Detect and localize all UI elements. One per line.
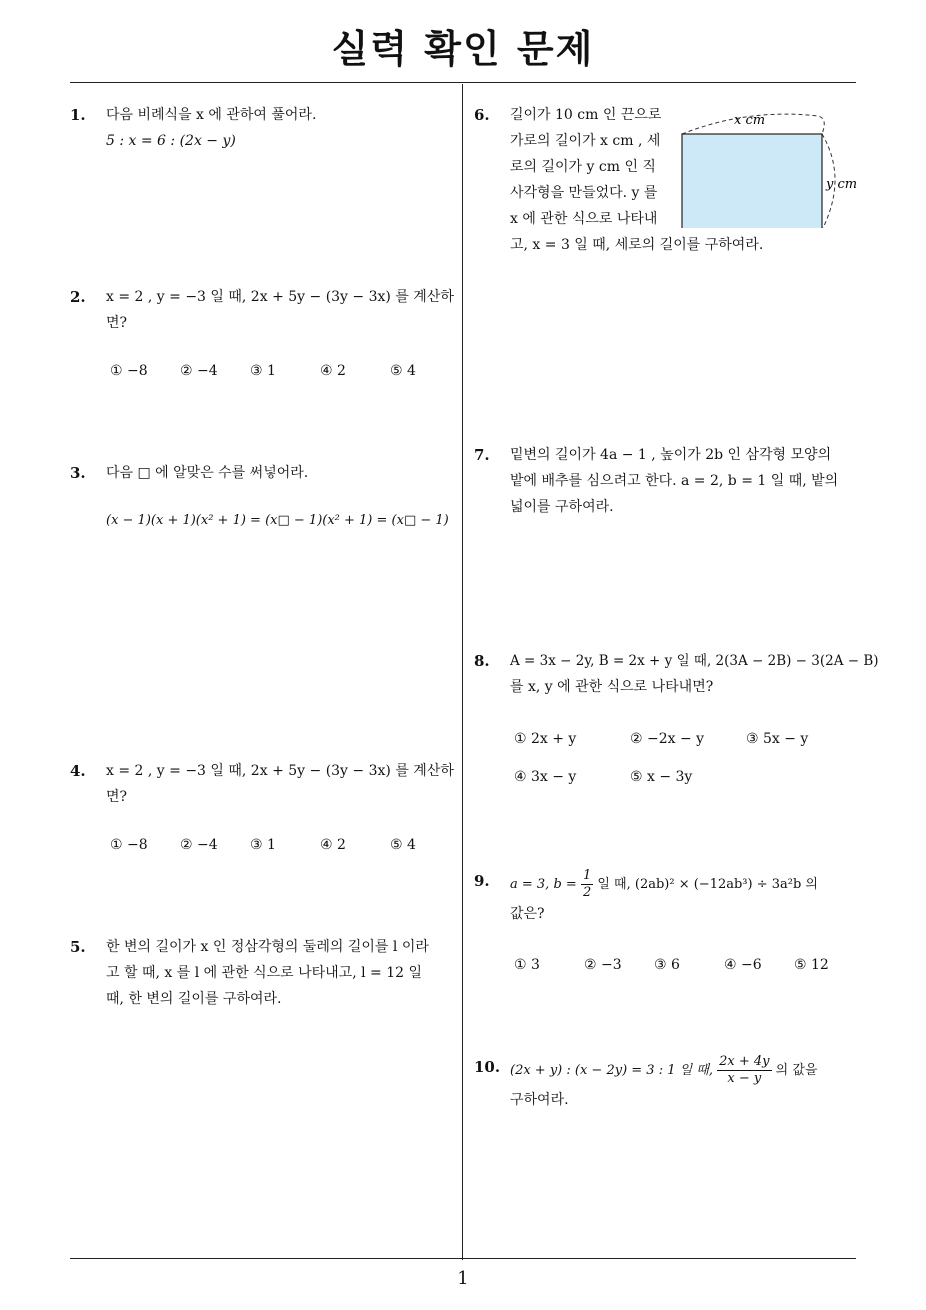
answer-options: [514, 764, 746, 790]
question-text: 넓이를 구하여라.: [510, 499, 614, 515]
height-label: y cm: [826, 177, 858, 192]
option-4[interactable]: ④ 3x − y: [514, 769, 577, 785]
question-text: x = 2 , y = −3 일 때, 2x + 5y − (3y − 3x) 를 계산하: [106, 763, 454, 779]
fraction-numerator: 2x + 4y: [719, 1054, 770, 1069]
column-divider: [462, 84, 463, 1260]
question-number: 5.: [70, 938, 86, 956]
width-label: x cm: [734, 113, 766, 128]
option-5[interactable]: ⑤ 4: [390, 837, 416, 853]
question-text: a = 3, b =: [510, 877, 577, 892]
top-divider: [70, 82, 856, 83]
question-text: 를 x, y 에 관한 식으로 나타내면?: [510, 679, 714, 695]
fraction-denominator: x − y: [727, 1071, 762, 1086]
question-number: 10.: [474, 1058, 501, 1076]
answer-options: [514, 726, 836, 752]
question-text: 밑변의 길이가 4a − 1 , 높이가 2b 인 삼각형 모양의: [510, 447, 832, 463]
question-text: 면?: [106, 789, 128, 805]
question-text: (2x + y) : (x − 2y) = 3 : 1 일 때,: [510, 1063, 713, 1078]
question-number: 7.: [474, 446, 490, 464]
fraction-denominator: 2: [582, 885, 592, 900]
question-text: 한 변의 길이가 x 인 정삼각형의 둘레의 길이를 l 이라: [106, 939, 429, 955]
question-text: 값은?: [510, 906, 545, 922]
option-5[interactable]: ⑤ x − 3y: [630, 769, 693, 785]
option-1[interactable]: ① −8: [110, 837, 148, 853]
option-1[interactable]: ① −8: [110, 363, 148, 379]
question-text: 의 값을: [775, 1063, 818, 1078]
option-4[interactable]: ④ 2: [320, 837, 346, 853]
rectangle-figure: [678, 108, 868, 228]
question-text: 사각형을 만들었다. y 를: [510, 185, 658, 201]
question-text: 때, 한 변의 길이를 구하여라.: [106, 991, 282, 1007]
question-text: 가로의 길이가 x cm , 세: [510, 133, 661, 149]
question-text: x 에 관한 식으로 나타내: [510, 211, 658, 227]
question-text: 고 할 때, x 를 l 에 관한 식으로 나타내고, l = 12 일: [106, 965, 423, 981]
page-number: 1: [457, 1268, 469, 1289]
question-text: 길이가 10 cm 인 끈으로: [510, 107, 662, 123]
question-expression: 5 : x = 6 : (2x − y): [106, 133, 236, 149]
option-4[interactable]: ④ 2: [320, 363, 346, 379]
fraction: [581, 868, 593, 901]
question-text: 로의 길이가 y cm 인 직: [510, 159, 656, 175]
question-number: 2.: [70, 288, 86, 306]
question-text: x = 2 , y = −3 일 때, 2x + 5y − (3y − 3x) 를 계산하: [106, 289, 454, 305]
question-text: 다음 비례식을 x 에 관하여 풀어라.: [106, 107, 317, 123]
question-number: 9.: [474, 872, 490, 890]
option-2[interactable]: ② −4: [180, 837, 218, 853]
question-text: A = 3x − 2y, B = 2x + y 일 때, 2(3A − 2B) − 3(2A − B): [510, 653, 879, 669]
option-3[interactable]: ③ 1: [250, 363, 276, 379]
option-5[interactable]: ⑤ 12: [794, 957, 829, 973]
option-2[interactable]: ② −4: [180, 363, 218, 379]
option-3[interactable]: ③ 6: [654, 957, 680, 973]
question-number: 6.: [474, 106, 490, 124]
question-number: 4.: [70, 762, 86, 780]
question-number: 8.: [474, 652, 490, 670]
option-5[interactable]: ⑤ 4: [390, 363, 416, 379]
question-text: 면?: [106, 315, 128, 331]
page-title: 실력 확인 문제: [331, 27, 595, 71]
fraction: [717, 1054, 771, 1087]
option-2[interactable]: ② −2x − y: [630, 731, 705, 747]
option-3[interactable]: ③ 5x − y: [746, 731, 809, 747]
option-1[interactable]: ① 3: [514, 957, 540, 973]
question-text: 구하여라.: [510, 1092, 569, 1108]
option-3[interactable]: ③ 1: [250, 837, 276, 853]
question-expression: (x − 1)(x + 1)(x² + 1) = (x□ − 1)(x² + 1) = (x□ − 1): [106, 513, 449, 528]
question-text: 다음 □ 에 알맞은 수를 써넣어라.: [106, 465, 309, 481]
option-1[interactable]: ① 2x + y: [514, 731, 577, 747]
answer-options: [514, 952, 844, 978]
question-number: 1.: [70, 106, 86, 124]
option-4[interactable]: ④ −6: [724, 957, 762, 973]
question-number: 3.: [70, 464, 86, 482]
rectangle-shape: [682, 134, 822, 228]
question-text: 밭에 배추를 심으려고 한다. a = 2, b = 1 일 때, 밭의: [510, 473, 839, 489]
question-text: 고, x = 3 일 때, 세로의 길이를 구하여라.: [510, 237, 764, 253]
question-text: 일 때, (2ab)² × (−12ab³) ÷ 3a²b 의: [597, 877, 818, 892]
option-2[interactable]: ② −3: [584, 957, 622, 973]
answer-options: [110, 832, 440, 858]
fraction-numerator: 1: [582, 868, 592, 883]
answer-options: [110, 358, 440, 384]
bottom-divider: [70, 1258, 856, 1259]
